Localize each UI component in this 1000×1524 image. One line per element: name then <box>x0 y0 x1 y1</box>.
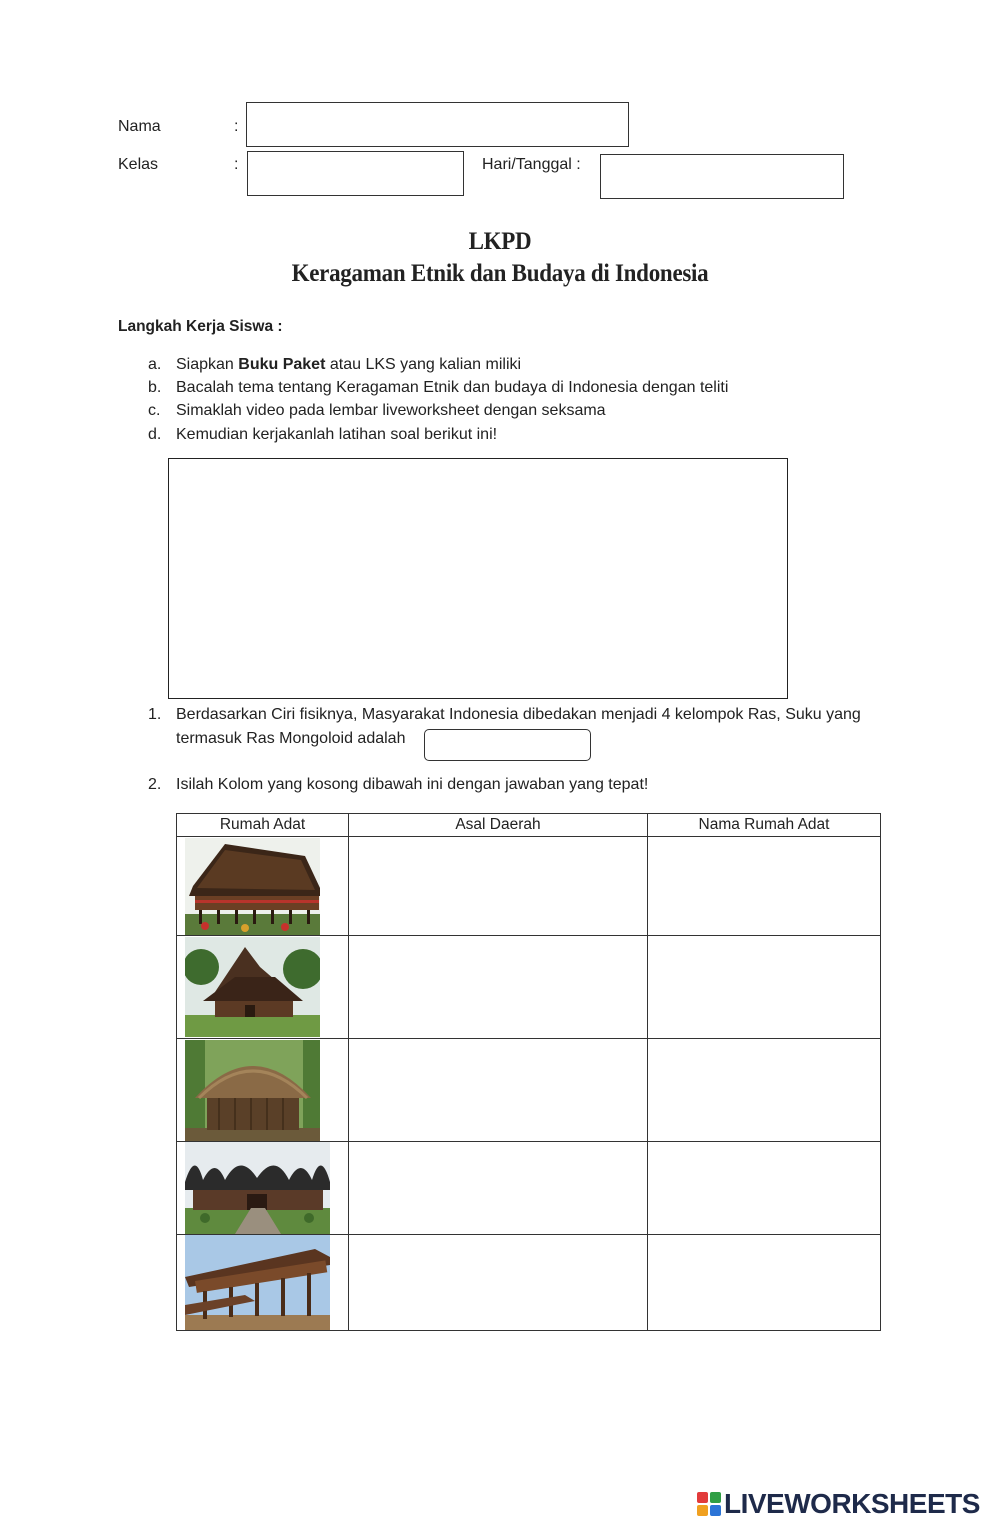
house-image-cell <box>177 1039 349 1142</box>
step-marker: a. <box>148 356 162 373</box>
answer-cell-asal-daerah[interactable] <box>349 1235 648 1331</box>
answer-cell-nama-rumah[interactable] <box>648 1235 881 1331</box>
steps-heading-text: Langkah Kerja Siswa : <box>118 318 283 335</box>
video-frame[interactable] <box>168 458 788 699</box>
step-text: Bacalah tema tentang Keragaman Etnik dan budaya di Indonesia dengan teliti <box>176 379 729 396</box>
date-input[interactable] <box>600 154 844 199</box>
table-row <box>177 1235 881 1331</box>
class-label: Kelas <box>118 156 159 173</box>
step-marker: b. <box>148 379 162 396</box>
header-asal-daerah: Asal Daerah <box>349 814 648 837</box>
page-subtitle: Keragaman Etnik dan Budaya di Indonesia <box>291 260 709 287</box>
table-row <box>177 1039 881 1142</box>
house-image-cell <box>177 1235 349 1331</box>
step-marker: c. <box>148 402 161 419</box>
house-image-3 <box>185 1040 320 1141</box>
steps-heading <box>118 318 283 336</box>
answer-input-q1[interactable] <box>424 729 591 761</box>
step-marker: d. <box>148 426 162 443</box>
house-image-cell <box>177 936 349 1039</box>
table-header-row <box>177 814 881 837</box>
question-text: Berdasarkan Ciri fisiknya, Masyarakat Indonesia dibedakan menjadi 4 kelompok Ras, Suku yang <box>176 706 861 723</box>
logo-text: LIVEWORKSHEETS <box>724 1488 980 1519</box>
question-number: 2. <box>148 776 162 793</box>
header-nama-rumah-adat: Nama Rumah Adat <box>648 814 881 837</box>
class-input[interactable] <box>247 151 464 196</box>
house-image-cell <box>177 837 349 936</box>
table-row <box>177 837 881 936</box>
step-text: Siapkan <box>176 356 239 373</box>
page-title: LKPD <box>468 228 532 255</box>
table-row <box>177 1142 881 1235</box>
name-label: Nama <box>118 118 161 135</box>
house-image-1 <box>185 838 320 935</box>
step-item-c <box>148 402 606 420</box>
house-image-5 <box>185 1235 330 1330</box>
step-text: atau LKS yang kalian miliki <box>325 356 522 373</box>
question-2 <box>148 776 648 794</box>
question-number: 1. <box>148 706 162 723</box>
answer-cell-nama-rumah[interactable] <box>648 837 881 936</box>
answer-cell-nama-rumah[interactable] <box>648 1142 881 1235</box>
step-item-d <box>148 426 497 444</box>
house-image-2 <box>185 937 320 1037</box>
answer-cell-nama-rumah[interactable] <box>648 936 881 1039</box>
header-rumah-adat: Rumah Adat <box>177 814 349 837</box>
rumah-adat-table <box>176 813 881 1331</box>
answer-cell-asal-daerah[interactable] <box>349 1142 648 1235</box>
step-text: Simaklah video pada lembar liveworksheet dengan seksama <box>176 402 606 419</box>
question-1 <box>148 706 861 724</box>
step-item-b <box>148 379 728 397</box>
answer-cell-nama-rumah[interactable] <box>648 1039 881 1142</box>
answer-cell-asal-daerah[interactable] <box>349 837 648 936</box>
question-1-line2 <box>176 730 405 748</box>
class-colon: : <box>234 156 239 173</box>
house-image-cell <box>177 1142 349 1235</box>
question-text: Isilah Kolom yang kosong dibawah ini dengan jawaban yang tepat! <box>176 776 649 793</box>
answer-cell-asal-daerah[interactable] <box>349 936 648 1039</box>
answer-cell-asal-daerah[interactable] <box>349 1039 648 1142</box>
house-image-4 <box>185 1142 330 1234</box>
question-text: termasuk Ras Mongoloid adalah <box>176 730 406 747</box>
step-text: Kemudian kerjakanlah latihan soal berikut ini! <box>176 426 498 443</box>
date-label: Hari/Tanggal : <box>482 156 581 173</box>
name-input[interactable] <box>246 102 629 147</box>
logo-mark-icon <box>697 1492 721 1516</box>
step-item-a <box>148 356 521 374</box>
name-colon: : <box>234 118 239 135</box>
step-text-bold: Buku Paket <box>238 356 326 373</box>
liveworksheets-logo <box>697 1487 980 1521</box>
table-row <box>177 936 881 1039</box>
